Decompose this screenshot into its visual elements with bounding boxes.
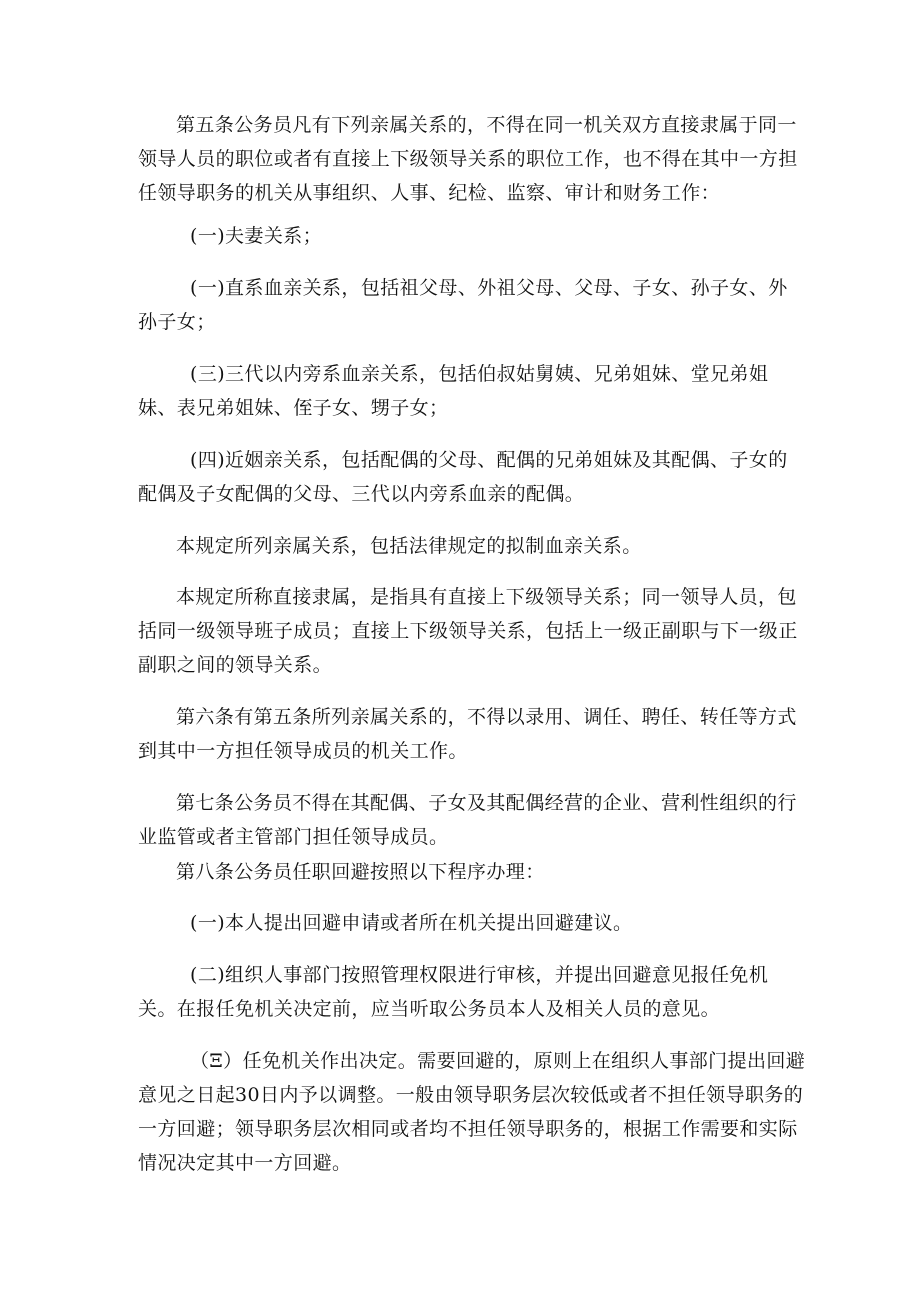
paragraph-fictive-kinship: 本规定所列亲属关系，包括法律规定的拟制血亲关系。 (176, 535, 642, 557)
paragraph-item-lineal: (一)直系血亲关系，包括祖父母、外祖父母、父母、子女、孙子女、外孙子女； (138, 277, 788, 333)
paragraph-item-collateral: (三)三代以内旁系血亲关系，包括伯叔姑舅姨、兄弟姐妹、堂兄弟姐妹、表兄弟姐妹、侄子女、甥子女； (138, 363, 769, 419)
paragraph-item-spouse: (一)夫妻关系； (190, 225, 323, 247)
paragraph-direct-subordination: 本规定所称直接隶属，是指具有直接上下级领导关系；同一领导人员，包括同一级领导班子成员；直接上下级领导关系，包括上一级正副职与下一级正副职之间的领导关系。 (138, 586, 798, 676)
paragraph-procedure-2: (二)组织人事部门按照管理权限进行审核，并提出回避意见报任免机关。在报任免机关决定前，应当听取公务员本人及相关人员的意见。 (138, 964, 769, 1020)
paragraph-article-5: 第五条公务员凡有下列亲属关系的，不得在同一机关双方直接隶属于同一领导人员的职位或者有直接上下级领导关系的职位工作，也不得在其中一方担任领导职务的机关从事组织、人事、纪检、监察、审计和财务工作： (138, 114, 798, 204)
paragraph-article-7: 第七条公务员不得在其配偶、子女及其配偶经营的企业、营利性组织的行业监管或者主管部门担任领导成员。 (138, 792, 797, 848)
paragraph-item-in-law: (四)近姻亲关系，包括配偶的父母、配偶的兄弟姐妹及其配偶、子女的配偶及子女配偶的父母、三代以内旁系血亲的配偶。 (138, 449, 788, 505)
paragraph-procedure-1: (一)本人提出回避申请或者所在机关提出回避建议。 (190, 912, 633, 934)
paragraph-article-8: 第八条公务员任职回避按照以下程序办理： (176, 861, 545, 883)
paragraph-procedure-3: （Ξ）任免机关作出决定。需要回避的，原则上在组织人事部门提出回避意见之日起30日内予以调整。一般由领导职务层次较低或者不担任领导职务的一方回避；领导职务层次相同或者均不担任领导职务的，根据工作需要和实际情况决定其中一方回避。 (138, 1050, 806, 1174)
paragraph-article-6: 第六条有第五条所列亲属关系的，不得以录用、调任、聘任、转任等方式到其中一方担任领导成员的机关工作。 (138, 706, 797, 762)
